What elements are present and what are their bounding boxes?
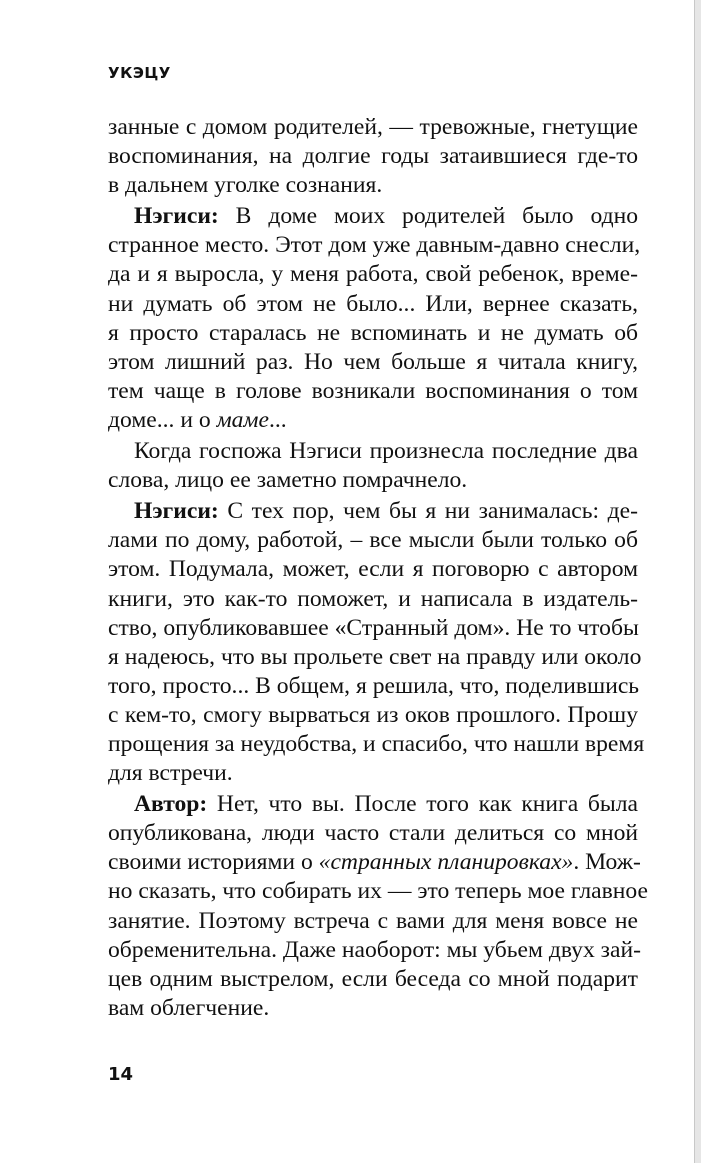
text-line: я просто старалась не вспоминать и не думать об bbox=[108, 319, 638, 346]
speaker-label: Нэгиси: bbox=[134, 498, 219, 525]
text-line bbox=[108, 848, 641, 877]
text-line: того, просто... В общем, я решила, что, поделившись bbox=[108, 672, 640, 699]
text-line: ни думать об этом не было... Или, вернее сказать, bbox=[108, 290, 638, 317]
text-line bbox=[108, 497, 638, 526]
text-line bbox=[108, 790, 638, 819]
text-line bbox=[108, 202, 638, 231]
text-fragment: ... bbox=[268, 406, 287, 433]
text-line: лами по дому, работой, – все мысли были только об bbox=[108, 527, 638, 554]
speaker-label: Нэгиси: bbox=[134, 203, 219, 230]
text-fragment: Нет, что вы. После того как книга была bbox=[207, 791, 638, 818]
text-line: но сказать, что собирать их — это теперь мое главное bbox=[108, 878, 648, 905]
italic-fragment: маме bbox=[216, 406, 269, 433]
page-edge bbox=[694, 0, 701, 1163]
text-line: прощения за неудобства, и спасибо, что нашли время bbox=[108, 730, 645, 757]
paragraph-1 bbox=[108, 113, 638, 200]
text-line: с кем-то, смогу вырваться из оков прошлого. Прошу bbox=[108, 701, 638, 728]
text-line: да и я выросла, у меня работа, свой ребенок, време- bbox=[108, 261, 638, 288]
italic-fragment: «странных планировках» bbox=[318, 849, 574, 876]
text-fragment: . Мож- bbox=[573, 849, 641, 876]
paragraph-4 bbox=[108, 497, 645, 788]
paragraph-2 bbox=[108, 202, 641, 435]
paragraph-3 bbox=[108, 437, 638, 495]
speaker-label: Автор: bbox=[134, 791, 208, 818]
text-line: в дальнем уголке сознания. bbox=[108, 172, 383, 199]
text-fragment: С тех пор, чем бы я ни занималась: де- bbox=[218, 498, 638, 525]
text-line: странное место. Этот дом уже давным-давно снесли, bbox=[108, 232, 641, 259]
text-line: слова, лицо ее заметно помрачнело. bbox=[108, 467, 468, 494]
running-header: УКЭЦУ bbox=[108, 64, 171, 82]
text-line: опубликована, люди часто стали делиться со мной bbox=[108, 820, 638, 847]
text-line: этом лишний раз. Но чем больше я читала книгу, bbox=[108, 348, 638, 375]
text-fragment: своими историями о bbox=[108, 849, 319, 876]
text-line: занятие. Поэтому встреча с вами для меня вовсе не bbox=[108, 907, 638, 934]
text-line: цев одним выстрелом, если беседа со мной подарит bbox=[108, 965, 638, 992]
text-line: книги, это как-то поможет, и написала в издатель- bbox=[108, 585, 638, 612]
text-line: занные с домом родителей, — тревожные, гнетущие bbox=[108, 114, 638, 140]
page-number: 14 bbox=[108, 1064, 134, 1085]
body-text bbox=[108, 113, 648, 1025]
text-line: тем чаще в голове возникали воспоминания о том bbox=[108, 377, 638, 404]
text-line: вам облегчение. bbox=[108, 994, 270, 1021]
text-line bbox=[108, 406, 638, 435]
text-line: воспоминания, на долгие годы затаившиеся где-то bbox=[108, 143, 638, 170]
text-line: этом. Подумала, может, если я поговорю с автором bbox=[108, 556, 638, 583]
text-line: я надеюсь, что вы прольете свет на правду или около bbox=[108, 643, 642, 670]
text-line: ство, опубликовавшее «Странный дом». Не то чтобы bbox=[108, 614, 639, 641]
text-fragment: В доме моих родителей было одно bbox=[218, 203, 638, 230]
paragraph-5 bbox=[108, 790, 648, 1023]
text-line: для встречи. bbox=[108, 760, 233, 787]
text-line: Когда госпожа Нэгиси произнесла последние два bbox=[134, 438, 638, 465]
text-fragment: доме... и о bbox=[108, 406, 217, 433]
text-line: обременительна. Даже наоборот: мы убьем двух зай- bbox=[108, 936, 641, 963]
